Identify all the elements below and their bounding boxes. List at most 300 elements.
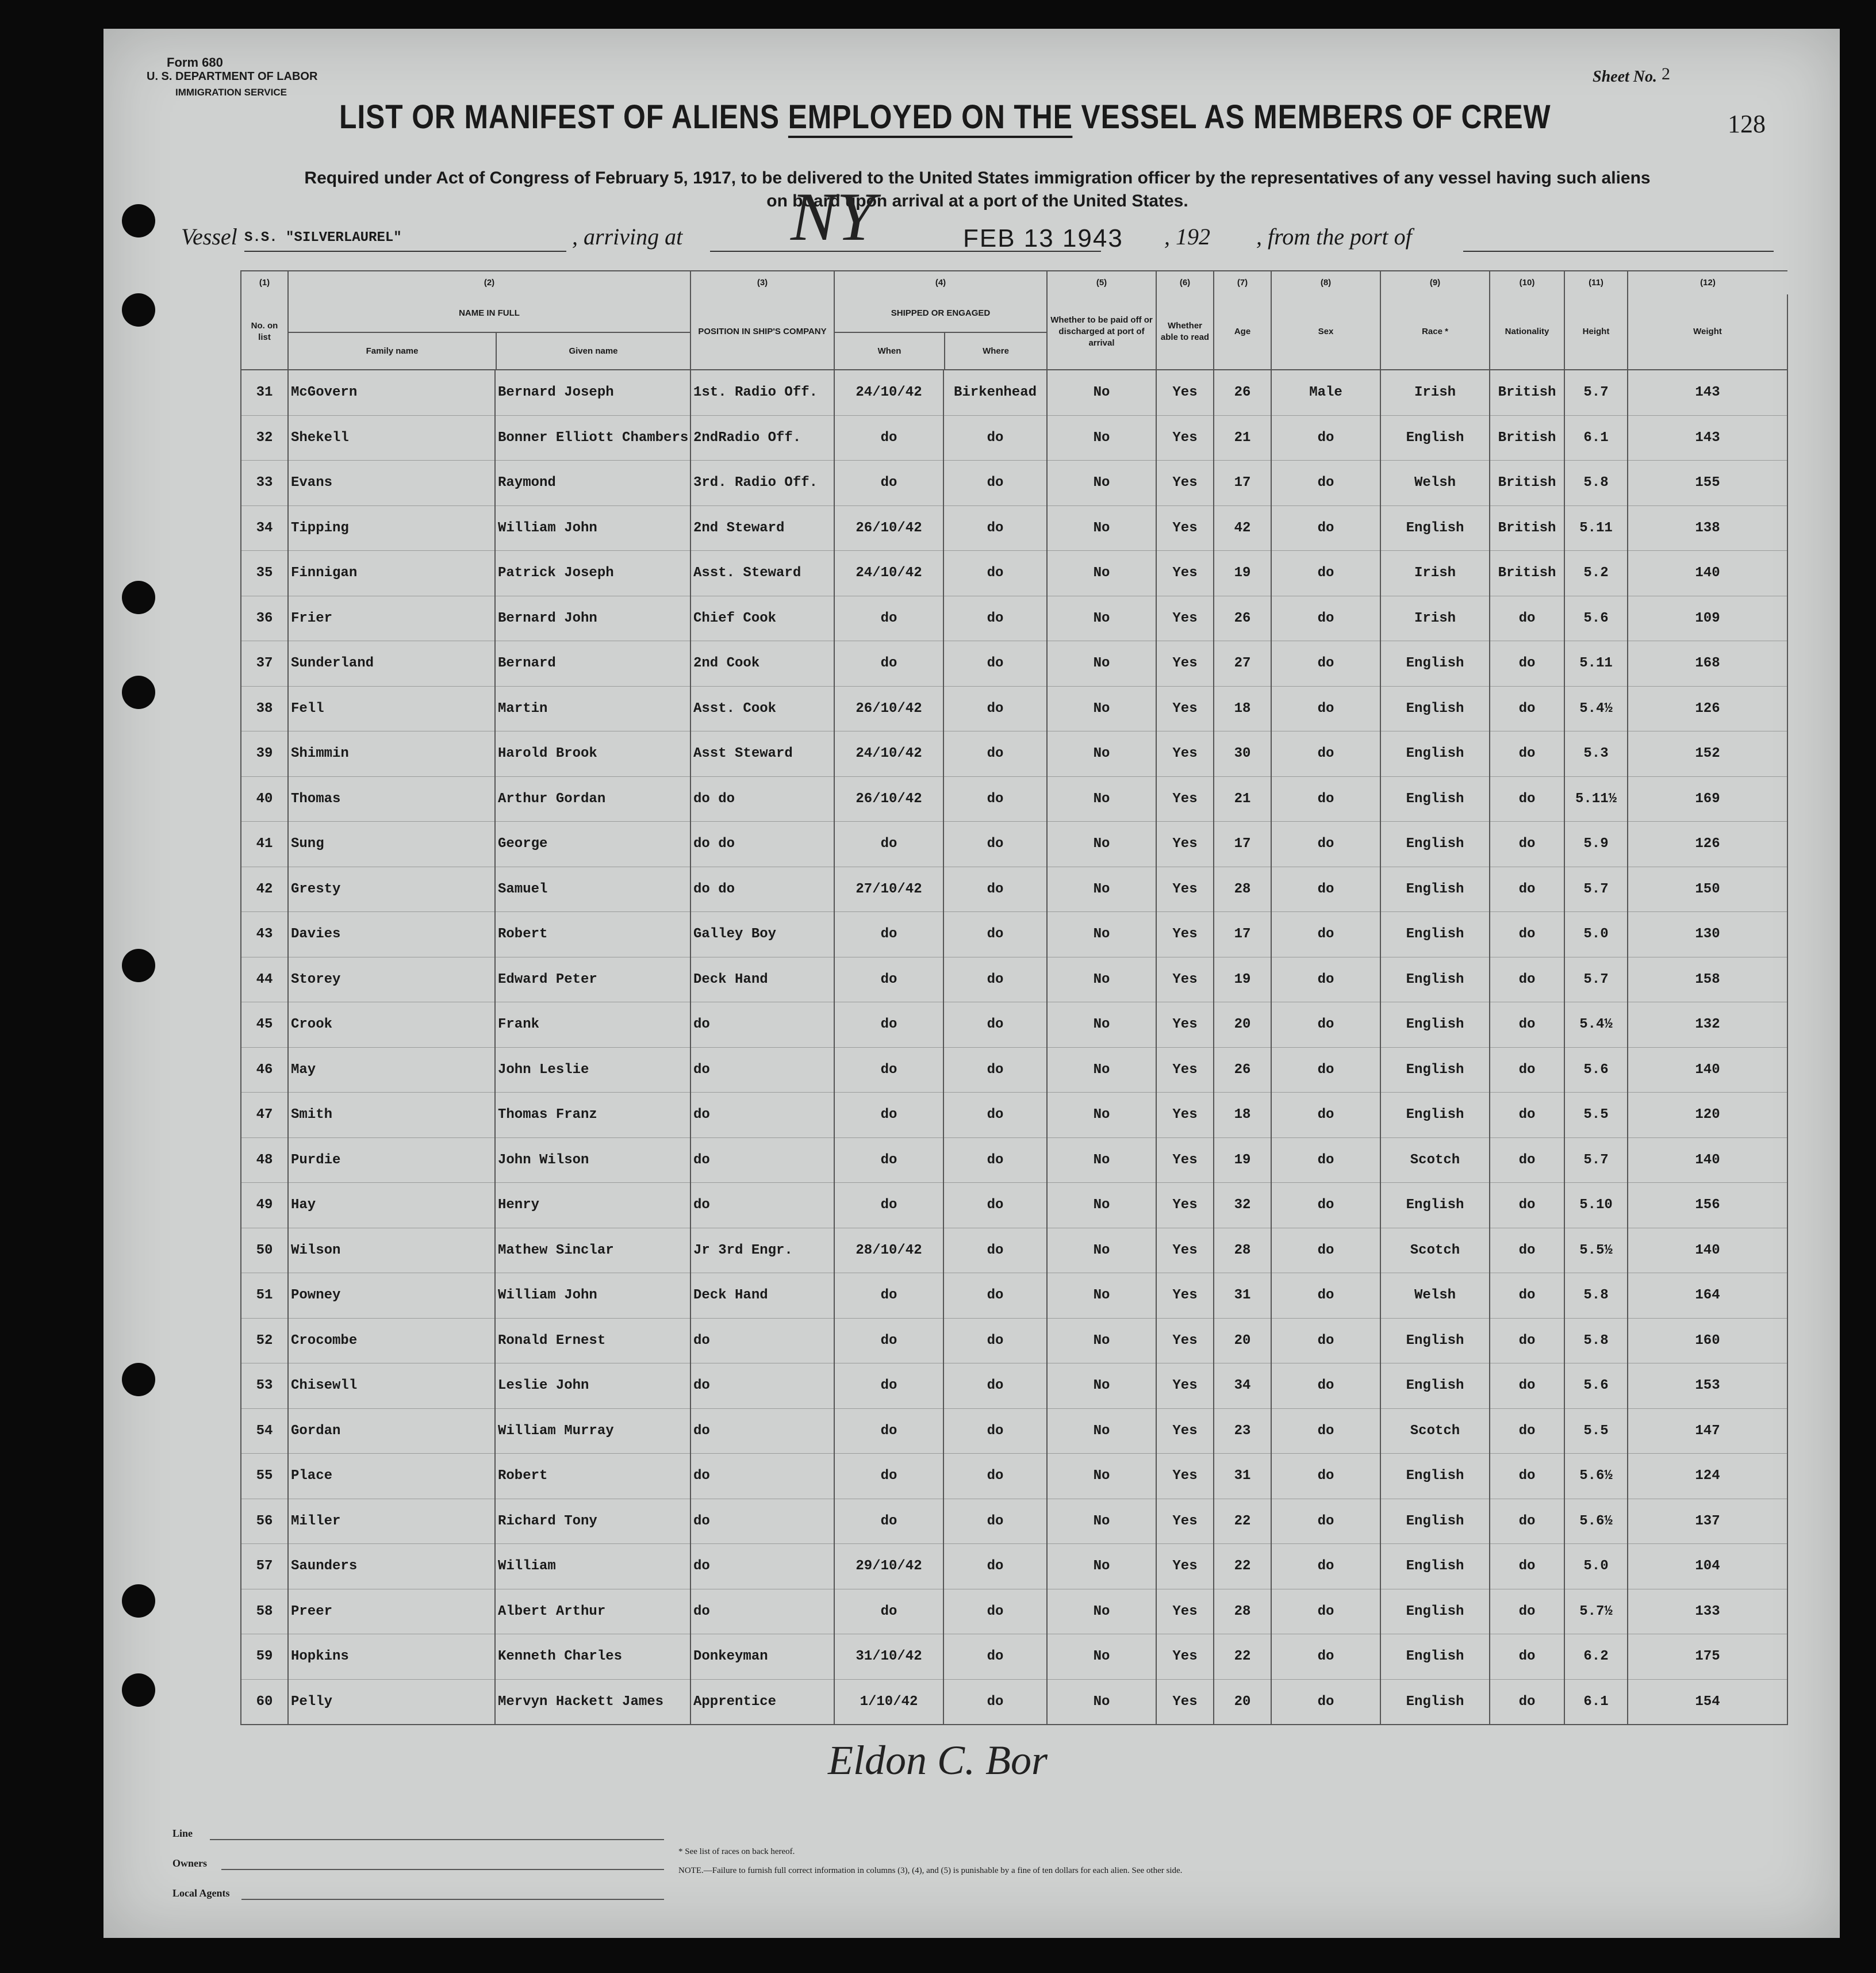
nationality-cell: do [1490,822,1564,867]
header-when: When [835,333,945,369]
height-cell: 5.7 [1564,957,1628,1002]
sex-cell: do [1271,551,1380,596]
given-name-cell: Robert [495,912,690,957]
paid-off-cell: No [1047,867,1156,912]
nationality-cell: do [1490,1183,1564,1228]
table-row [241,370,1787,415]
nationality-cell: British [1490,461,1564,506]
position-cell: do [690,1544,834,1589]
able-to-read-cell: Yes [1156,1589,1214,1634]
height-cell: 5.10 [1564,1183,1628,1228]
year-label: , 192 [1164,224,1210,250]
family-name-cell: Shimmin [288,731,495,777]
sex-cell: do [1271,731,1380,777]
given-name-cell: George [495,822,690,867]
age-cell: 20 [1214,1002,1271,1048]
given-name-cell: William John [495,1273,690,1319]
race-cell: English [1380,415,1490,461]
age-cell: 31 [1214,1454,1271,1499]
able-to-read-cell: Yes [1156,731,1214,777]
binder-hole [122,1363,155,1396]
race-cell: English [1380,641,1490,687]
nationality-cell: do [1490,1137,1564,1183]
header-paid-off: Whether to be paid off or discharged at port of arrival [1047,294,1156,370]
nationality-cell: do [1490,731,1564,777]
able-to-read-cell: Yes [1156,1634,1214,1680]
position-cell: Asst. Steward [690,551,834,596]
table-row [241,596,1787,641]
table-row [241,1544,1787,1589]
nationality-cell: do [1490,1318,1564,1363]
weight-cell: 158 [1628,957,1787,1002]
family-name-cell: Purdie [288,1137,495,1183]
header-position: POSITION IN SHIP'S COMPANY [690,294,834,370]
binder-hole [122,676,155,709]
table-row [241,1228,1787,1273]
shipped-where-cell: do [943,1363,1047,1409]
family-name-cell: Powney [288,1273,495,1319]
shipped-when-cell: do [834,1093,943,1138]
age-cell: 22 [1214,1634,1271,1680]
paid-off-cell: No [1047,596,1156,641]
family-name-cell: Saunders [288,1544,495,1589]
position-cell: 2nd Cook [690,641,834,687]
height-cell: 5.5 [1564,1093,1628,1138]
row-number-cell: 33 [241,461,288,506]
table-row [241,1273,1787,1319]
shipped-when-cell: do [834,1454,943,1499]
sex-cell: do [1271,1589,1380,1634]
shipped-when-cell: 24/10/42 [834,731,943,777]
table-row [241,1047,1787,1093]
height-cell: 5.4½ [1564,1002,1628,1048]
weight-cell: 154 [1628,1679,1787,1725]
position-cell: Deck Hand [690,957,834,1002]
given-name-cell: Robert [495,1454,690,1499]
weight-cell: 143 [1628,415,1787,461]
date-stamp: FEB 13 1943 [963,224,1123,252]
race-cell: English [1380,1093,1490,1138]
nationality-cell: do [1490,1093,1564,1138]
able-to-read-cell: Yes [1156,505,1214,551]
table-row [241,641,1787,687]
given-name-cell: Thomas Franz [495,1093,690,1138]
shipped-when-cell: do [834,1183,943,1228]
shipped-when-cell: do [834,1318,943,1363]
header-shipped-label: SHIPPED OR ENGAGED [835,294,1046,333]
shipped-when-cell: do [834,822,943,867]
document-title [339,98,1551,136]
family-name-cell: Storey [288,957,495,1002]
given-name-cell: Richard Tony [495,1499,690,1544]
shipped-where-cell: do [943,1499,1047,1544]
race-cell: English [1380,912,1490,957]
sex-cell: do [1271,1137,1380,1183]
sex-cell: do [1271,1093,1380,1138]
position-cell: Chief Cook [690,596,834,641]
weight-cell: 140 [1628,1228,1787,1273]
height-cell: 5.11 [1564,641,1628,687]
able-to-read-cell: Yes [1156,1499,1214,1544]
binder-hole [122,293,155,327]
col-num-8: (8) [1271,271,1380,294]
age-cell: 26 [1214,1047,1271,1093]
sex-cell: do [1271,776,1380,822]
nationality-cell: do [1490,1363,1564,1409]
height-cell: 6.1 [1564,1679,1628,1725]
weight-cell: 140 [1628,1137,1787,1183]
nationality-cell: British [1490,370,1564,415]
shipped-where-cell: do [943,957,1047,1002]
family-name-cell: Evans [288,461,495,506]
paid-off-cell: No [1047,1589,1156,1634]
title-part-3: VESSEL AS MEMBERS OF CREW [1072,98,1551,136]
table-row [241,1137,1787,1183]
given-name-cell: John Wilson [495,1137,690,1183]
family-name-cell: Chisewll [288,1363,495,1409]
given-name-cell: Mervyn Hackett James [495,1679,690,1725]
footer-owners-label: Owners [172,1857,207,1869]
arriving-port: NY [791,178,875,255]
shipped-where-cell: do [943,912,1047,957]
family-name-cell: Shekell [288,415,495,461]
table-row [241,1093,1787,1138]
given-name-cell: Kenneth Charles [495,1634,690,1680]
height-cell: 5.6 [1564,596,1628,641]
age-cell: 28 [1214,1589,1271,1634]
position-cell: 1st. Radio Off. [690,370,834,415]
nationality-cell: do [1490,1499,1564,1544]
shipped-where-cell: do [943,641,1047,687]
age-cell: 20 [1214,1679,1271,1725]
weight-cell: 132 [1628,1002,1787,1048]
col-num-5: (5) [1047,271,1156,294]
table-row [241,1183,1787,1228]
height-cell: 5.5½ [1564,1228,1628,1273]
nationality-cell: do [1490,1047,1564,1093]
paid-off-cell: No [1047,1228,1156,1273]
paid-off-cell: No [1047,415,1156,461]
col-num-9: (9) [1380,271,1490,294]
paid-off-cell: No [1047,370,1156,415]
age-cell: 17 [1214,912,1271,957]
age-cell: 17 [1214,461,1271,506]
legal-requirement [178,167,1777,213]
sex-cell: do [1271,1408,1380,1454]
age-cell: 32 [1214,1183,1271,1228]
table-row [241,1454,1787,1499]
age-cell: 18 [1214,686,1271,731]
family-name-cell: Crook [288,1002,495,1048]
weight-cell: 152 [1628,731,1787,777]
family-name-cell: Frier [288,596,495,641]
crew-manifest-table [240,270,1788,1725]
family-name-cell: McGovern [288,370,495,415]
shipped-when-cell: do [834,1499,943,1544]
race-cell: English [1380,1318,1490,1363]
height-cell: 5.8 [1564,461,1628,506]
binder-hole [122,204,155,237]
weight-cell: 138 [1628,505,1787,551]
height-cell: 5.11½ [1564,776,1628,822]
sex-cell: do [1271,1454,1380,1499]
row-number-cell: 52 [241,1318,288,1363]
header-nationality: Nationality [1490,294,1564,370]
shipped-where-cell: do [943,1544,1047,1589]
given-name-cell: Samuel [495,867,690,912]
height-cell: 5.8 [1564,1318,1628,1363]
table-row [241,912,1787,957]
footnote-races: * See list of races on back hereof. [678,1847,795,1856]
race-cell: English [1380,1454,1490,1499]
table-row [241,822,1787,867]
paid-off-cell: No [1047,912,1156,957]
position-cell: do [690,1047,834,1093]
header-sex: Sex [1271,294,1380,370]
row-number-cell: 42 [241,867,288,912]
height-cell: 5.11 [1564,505,1628,551]
table-row [241,1634,1787,1680]
shipped-when-cell: do [834,1002,943,1048]
age-cell: 27 [1214,641,1271,687]
position-cell: 2ndRadio Off. [690,415,834,461]
footer-line-underline [210,1839,664,1840]
row-number-cell: 37 [241,641,288,687]
race-cell: English [1380,776,1490,822]
sex-cell: do [1271,1499,1380,1544]
col-num-2: (2) [288,271,690,294]
race-cell: English [1380,1544,1490,1589]
sex-cell: do [1271,1273,1380,1319]
given-name-cell: Albert Arthur [495,1589,690,1634]
shipped-when-cell: 26/10/42 [834,776,943,822]
nationality-cell: do [1490,641,1564,687]
family-name-cell: Miller [288,1499,495,1544]
race-cell: Irish [1380,551,1490,596]
able-to-read-cell: Yes [1156,957,1214,1002]
given-name-cell: Raymond [495,461,690,506]
paid-off-cell: No [1047,1183,1156,1228]
row-number-cell: 50 [241,1228,288,1273]
shipped-when-cell: do [834,1589,943,1634]
shipped-where-cell: do [943,731,1047,777]
col-num-11: (11) [1564,271,1628,294]
position-cell: do do [690,822,834,867]
table-row [241,505,1787,551]
shipped-where-cell: do [943,1093,1047,1138]
sex-cell: do [1271,912,1380,957]
port-underline [710,251,1101,252]
weight-cell: 126 [1628,686,1787,731]
given-name-cell: Bernard [495,641,690,687]
shipped-where-cell: do [943,822,1047,867]
race-cell: English [1380,731,1490,777]
nationality-cell: do [1490,1679,1564,1725]
age-cell: 20 [1214,1318,1271,1363]
position-cell: do [690,1363,834,1409]
race-cell: English [1380,1499,1490,1544]
able-to-read-cell: Yes [1156,1363,1214,1409]
row-number-cell: 47 [241,1093,288,1138]
row-number-cell: 34 [241,505,288,551]
sex-cell: do [1271,822,1380,867]
position-cell: do [690,1589,834,1634]
shipped-where-cell: do [943,1454,1047,1499]
department-line-1: U. S. DEPARTMENT OF LABOR [147,70,318,83]
paid-off-cell: No [1047,731,1156,777]
col-num-1: (1) [241,271,288,294]
header-name-in-full-label: NAME IN FULL [289,294,690,333]
shipped-when-cell: 27/10/42 [834,867,943,912]
paid-off-cell: No [1047,1318,1156,1363]
given-name-cell: Bernard John [495,596,690,641]
table-row [241,686,1787,731]
given-name-cell: Harold Brook [495,731,690,777]
header-height: Height [1564,294,1628,370]
footer-line-label: Line [172,1828,193,1839]
given-name-cell: Mathew Sinclar [495,1228,690,1273]
table-row [241,551,1787,596]
position-cell: do do [690,776,834,822]
weight-cell: 150 [1628,867,1787,912]
position-cell: do [690,1002,834,1048]
position-cell: do [690,1499,834,1544]
nationality-cell: do [1490,1408,1564,1454]
row-number-cell: 41 [241,822,288,867]
paid-off-cell: No [1047,551,1156,596]
height-cell: 5.7 [1564,370,1628,415]
sex-cell: do [1271,686,1380,731]
height-cell: 5.8 [1564,1273,1628,1319]
paid-off-cell: No [1047,1002,1156,1048]
paid-off-cell: No [1047,1363,1156,1409]
able-to-read-cell: Yes [1156,461,1214,506]
family-name-cell: Smith [288,1093,495,1138]
position-cell: do do [690,867,834,912]
col-num-10: (10) [1490,271,1564,294]
nationality-cell: do [1490,867,1564,912]
header-given-name: Given name [569,346,618,356]
shipped-when-cell: 29/10/42 [834,1544,943,1589]
shipped-when-cell: 28/10/42 [834,1228,943,1273]
sex-cell: do [1271,1363,1380,1409]
height-cell: 5.9 [1564,822,1628,867]
weight-cell: 120 [1628,1093,1787,1138]
table-row [241,1318,1787,1363]
paid-off-cell: No [1047,1408,1156,1454]
weight-cell: 164 [1628,1273,1787,1319]
able-to-read-cell: Yes [1156,1047,1214,1093]
shipped-where-cell: do [943,1183,1047,1228]
sheet-label: Sheet No. [1593,68,1657,86]
family-name-cell: Gordan [288,1408,495,1454]
row-number-cell: 40 [241,776,288,822]
paid-off-cell: No [1047,686,1156,731]
age-cell: 42 [1214,505,1271,551]
position-cell: Deck Hand [690,1273,834,1319]
family-name-cell: Preer [288,1589,495,1634]
shipped-when-cell: 31/10/42 [834,1634,943,1680]
shipped-where-cell: do [943,1408,1047,1454]
row-number-cell: 35 [241,551,288,596]
family-name-cell: Sunderland [288,641,495,687]
shipped-when-cell: do [834,1047,943,1093]
race-cell: Welsh [1380,461,1490,506]
shipped-where-cell: do [943,1228,1047,1273]
shipped-when-cell: 26/10/42 [834,505,943,551]
family-name-cell: Gresty [288,867,495,912]
signature: Eldon C. Bor [828,1737,1048,1783]
weight-cell: 133 [1628,1589,1787,1634]
height-cell: 5.0 [1564,912,1628,957]
shipped-where-cell: Birkenhead [943,370,1047,415]
shipped-when-cell: do [834,641,943,687]
shipped-where-cell: do [943,686,1047,731]
sex-cell: do [1271,1002,1380,1048]
row-number-cell: 55 [241,1454,288,1499]
family-name-cell: Hay [288,1183,495,1228]
nationality-cell: do [1490,686,1564,731]
position-cell: do [690,1093,834,1138]
table-row [241,1679,1787,1725]
race-cell: Scotch [1380,1228,1490,1273]
family-name-cell: Sung [288,822,495,867]
position-cell: Galley Boy [690,912,834,957]
col-num-6: (6) [1156,271,1214,294]
age-cell: 34 [1214,1363,1271,1409]
row-number-cell: 45 [241,1002,288,1048]
able-to-read-cell: Yes [1156,912,1214,957]
header-family-name: Family name [289,333,497,369]
family-name-cell: Place [288,1454,495,1499]
race-cell: English [1380,1363,1490,1409]
row-number-cell: 44 [241,957,288,1002]
shipped-when-cell: 1/10/42 [834,1679,943,1725]
shipped-when-cell: 24/10/42 [834,370,943,415]
position-cell: do [690,1318,834,1363]
given-name-cell: Arthur Gordan [495,776,690,822]
shipped-where-cell: do [943,867,1047,912]
sex-cell: do [1271,1634,1380,1680]
position-cell: do [690,1454,834,1499]
footer-agents-label: Local Agents [172,1887,230,1899]
legal-requirement-line-2: on board upon arrival at a port of the United States. [766,191,1188,210]
header-name-in-full [288,294,690,370]
family-name-cell: Hopkins [288,1634,495,1680]
paid-off-cell: No [1047,1544,1156,1589]
binder-hole [122,949,155,982]
family-name-cell: Wilson [288,1228,495,1273]
family-name-cell: Pelly [288,1679,495,1725]
race-cell: English [1380,505,1490,551]
age-cell: 22 [1214,1499,1271,1544]
nationality-cell: do [1490,1228,1564,1273]
able-to-read-cell: Yes [1156,596,1214,641]
given-name-cell: Bernard Joseph [495,370,690,415]
given-name-cell: William John [495,505,690,551]
able-to-read-cell: Yes [1156,686,1214,731]
given-name-cell: Frank [495,1002,690,1048]
weight-cell: 153 [1628,1363,1787,1409]
age-cell: 30 [1214,731,1271,777]
age-cell: 23 [1214,1408,1271,1454]
age-cell: 19 [1214,957,1271,1002]
binder-hole [122,1673,155,1707]
row-number-cell: 54 [241,1408,288,1454]
nationality-cell: do [1490,1273,1564,1319]
sex-cell: do [1271,1183,1380,1228]
from-port-label: , from the port of [1256,224,1412,250]
